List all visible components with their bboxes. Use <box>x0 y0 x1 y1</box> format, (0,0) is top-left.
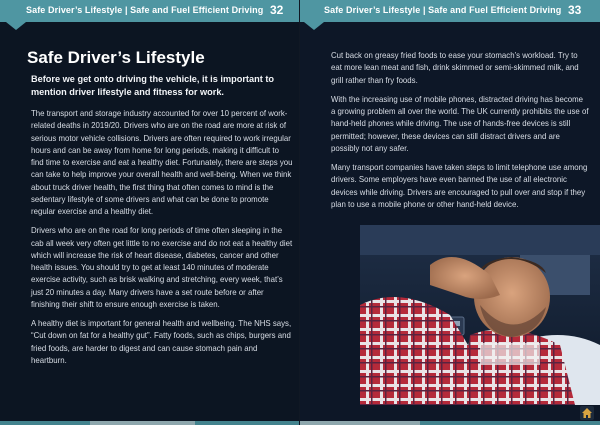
home-button[interactable] <box>580 406 594 420</box>
paragraph: With the increasing use of mobile phones, distracted driving has become a growing problem all over the world. The UK currently prohibits the use of hand-held phones while driving. The use of hands-free devices is still permitted; however, these devices can still distract drivers and are possibly not any safer. <box>331 94 589 153</box>
page-title: Safe Driver’s Lifestyle <box>27 48 205 67</box>
paragraph: The transport and storage industry accounted for over 10 percent of work-related deaths in 2019/20. Drivers who are on the road are more at risk of serious motor vehicle collisions. Drivers are often required to work irregular hours and can be away from home for long periods, making it difficult to find time to exercise and eat a healthy diet. Fortunately, there are steps you can take to help improve your overall health and well-being. When we think about truck driver health, the first thing that often comes to mind is the sedentary lifestyle of some drivers and what can be done to promote regular exercise and a healthy diet. <box>31 109 293 216</box>
header-notch <box>304 22 324 30</box>
paragraph: Cut back on greasy fried foods to ease your stomach’s workload. Try to eat more lean meat and fish, drink skimmed or semi-skimmed milk, and grill rather than fry foods. <box>331 51 579 85</box>
paragraph: Many transport companies have taken steps to limit telephone use among drivers. Some employers have even banned the use of all electronic devices while driving. Drivers are encouraged to pull over and stop if they plan to use a mobile phone or other hand-held device. <box>331 163 588 209</box>
paragraph: Drivers who are on the road for long periods of time often sleeping in the cab all week very often get little to no exercise and do not eat a healthy diet which will increase the risk of heart disease, diabetes, cancer and other health issues. You should try to get at least 140 minutes of moderate exercise activity, such as brisk walking and stretching, every week, that’s just 20 minutes a day. Many drivers have a set route before or after finishing their shift to ensure enough exercise is taken. <box>31 226 293 309</box>
page-number: 32 <box>270 3 284 17</box>
home-icon <box>580 406 594 420</box>
paragraph: A healthy diet is important for general health and wellbeing. The NHS says, “Cut down on fat for a healthy gut”. Fatty foods, such as chips, burgers and fried foods, are harder to digest and can cause stomach pain and heartburn. <box>31 319 292 365</box>
running-header: Safe Driver’s Lifestyle | Safe and Fuel Efficient Driving <box>26 5 264 15</box>
intro-paragraph: Before we get onto driving the vehicle, it is important to mention driver lifestyle and fitness for work. <box>31 74 274 98</box>
footer-bar <box>0 421 300 425</box>
body-text <box>31 108 293 374</box>
page-right <box>300 0 600 425</box>
tired-driver-photo <box>360 225 600 405</box>
header-notch <box>6 22 26 30</box>
page-number: 33 <box>568 3 582 17</box>
body-text <box>331 50 589 218</box>
footer-bar <box>300 421 600 425</box>
photo-illustration <box>360 225 600 405</box>
running-header: Safe Driver’s Lifestyle | Safe and Fuel Efficient Driving <box>324 5 562 15</box>
